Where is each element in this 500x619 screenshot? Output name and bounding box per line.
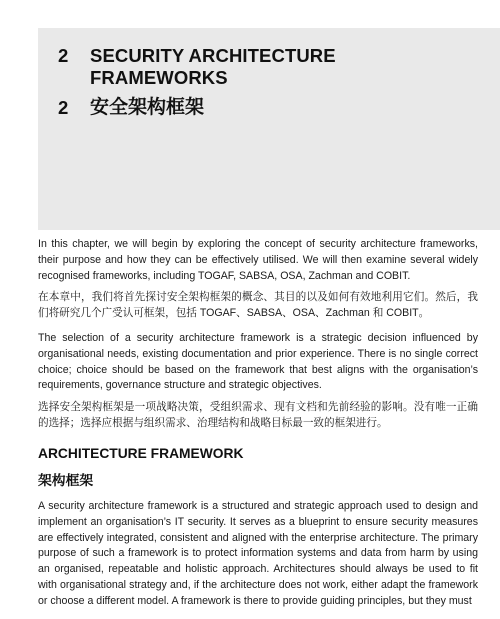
section-heading-zh: 架构框架 <box>38 473 94 488</box>
intro-block <box>38 237 478 321</box>
chapter-title-en <box>58 45 370 89</box>
section-paragraph-en: A security architecture framework is a structured and strategic approach used to design and implement an organisation’s IT security. It serves as a blueprint to ensure security measures are effectively integrated, consistent and aligned with the enterprise architecture. The primary purpose of such a framework is to protect information systems and data from harm by using an organised, repeatable and holistic approach. Architectures should always be used to fit with organisational strategy and, if the architecture does not work, either adapt the framework or choose a different model. A framework is there to provide guiding principles, but they must <box>38 500 478 607</box>
section-heading-en: ARCHITECTURE FRAMEWORK <box>38 446 244 461</box>
chapter-header <box>38 28 500 230</box>
intro-paragraph-zh: 在本章中，我们将首先探讨安全架构框架的概念、其目的以及如何有效地利用它们。然后，我们将研究几个广受认可框架，包括 TOGAF、SABSA、OSA、Zachman 和 COBIT。 <box>38 291 478 320</box>
chapter-number-en: 2 <box>58 45 69 66</box>
selection-paragraph-zh: 选择安全架构框架是一项战略决策，受组织需求、现有文档和先前经验的影响。没有唯一正确的选择；选择应根据与组织需求、治理结构和战略目标最一致的框架进行。 <box>38 401 478 430</box>
selection-paragraph-en: The selection of a security architecture framework is a strategic decision influenced by organisational needs, existing documentation and prior experience. There is no single correct choice; choice should be based on the framework that best aligns with the organisation’s requirements, governance structure and strategic objectives. <box>38 332 478 392</box>
selection-block <box>38 331 478 431</box>
chapter-title-zh-text: 安全架构框架 <box>90 97 205 118</box>
intro-paragraph-en: In this chapter, we will begin by exploring the concept of security architecture frameworks, their purpose and how they can be effectively utilised. We will then examine several widely recognised frameworks, including TOGAF, SABSA, OSA, Zachman and COBIT. <box>38 238 478 282</box>
chapter-title-en-text: SECURITY ARCHITECTURE FRAMEWORKS <box>90 45 336 88</box>
section-body <box>38 499 478 610</box>
chapter-number-zh: 2 <box>58 97 69 118</box>
chapter-title-zh <box>58 96 204 120</box>
